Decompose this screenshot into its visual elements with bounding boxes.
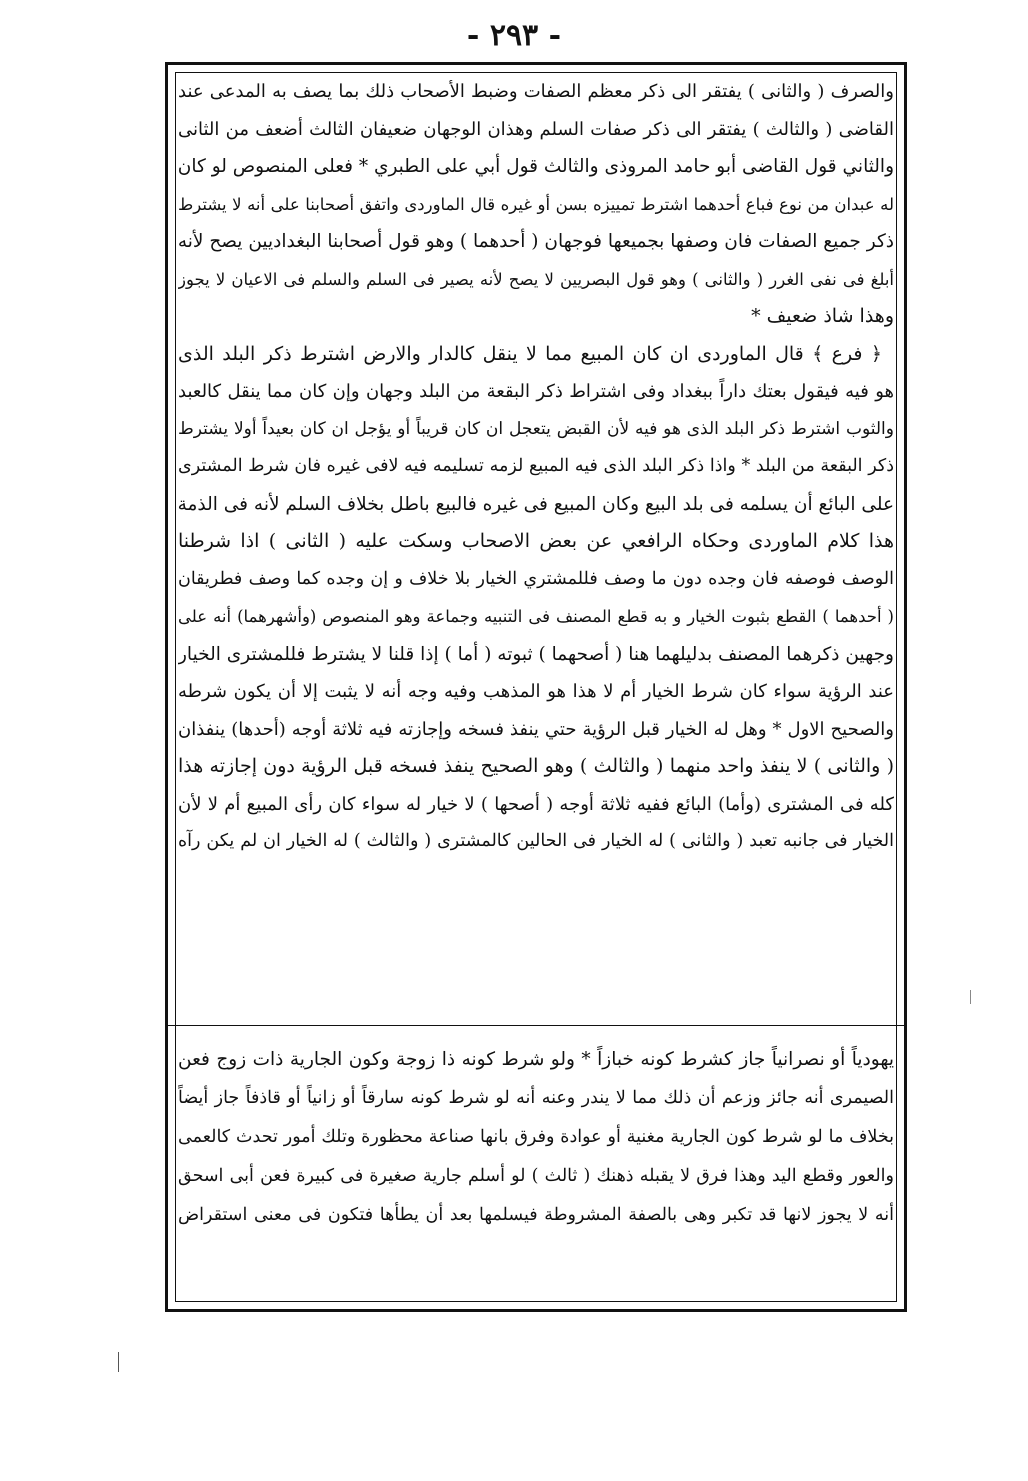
- main-text-line: القاضى ( والثالث ) يفتقر الى ذكر صفات السلم وهذان الوجهان ضعيفان الثالث أضعف من الثانى: [178, 118, 894, 140]
- main-text-line: على البائع أن يسلمه فى بلد البيع وكان المبيع فى غيره فالبيع باطل بخلاف السلم لأنه فى الذمة: [178, 493, 894, 515]
- main-text-line: كله فى المشترى (وأما) البائع ففيه ثلاثة أوجه ( أصحها ) لا خيار له سواء كان رأى المبيع أم لا لأن: [178, 793, 894, 815]
- main-text-line: والثاني قول القاضى أبو حامد المروذى والثالث قول أبي على الطبري * فعلى المنصوص لو كان: [178, 156, 894, 177]
- footnote-line: بخلاف ما لو شرط كون الجارية مغنية أو عوادة وفرق بانها صناعة محظورة وتلك أمور تحدث كالعمى: [178, 1127, 894, 1147]
- main-text-line: وجهين ذكرهما المصنف بدليلهما هنا ( أصحهما ) ثبوته ( أما ) إذا قلنا لا يشترط فللمشترى الخيار: [178, 643, 894, 665]
- main-text-line: عند الرؤية سواء كان شرط الخيار أم لا هذا هو المذهب وفيه وجه أنه لا يثبت إلا أن يكون شرطه: [178, 681, 894, 702]
- main-text-block: [178, 73, 894, 1023]
- main-text-line: ذكر البقعة من البلد * واذا ذكر البلد الذى فيه المبيع لزمه تسليمه فيه لافى غيره فان شرط المشترى: [178, 456, 894, 476]
- footnotes-block: [178, 1040, 894, 1290]
- footnote-divider: [168, 1025, 904, 1026]
- scan-artifact-mark: [118, 1352, 119, 1372]
- page-number: - ٢٩٣ -: [466, 18, 562, 53]
- footnote-line: والعور وقطع اليد وهذا فرق لا يقبله ذهنك ( ثالث ) لو أسلم جارية صغيرة فى كبيرة فعن أبى اسحق: [178, 1166, 894, 1186]
- main-text-line: هذا كلام الماوردى وحكاه الرافعي عن بعض الاصحاب وسكت عليه ( الثانى ) اذا شرطنا: [178, 530, 894, 552]
- main-text-line: الوصف فوصفه فان وجده دون ما وصف فللمشتري الخيار بلا خلاف و إن وجده كما وصف فطريقان: [178, 568, 894, 589]
- main-text-line: الخيار فى جانبه تعبد ( والثانى ) له الخيار فى الحالين كالمشترى ( والثالث ) له الخيار ان لم يكن رآه: [178, 831, 894, 851]
- main-text-line: هو فيه فيقول بعتك داراً ببغداد وفى اشتراط ذكر البقعة من البلد وجهان وإن كان مما ينقل كالعبد: [178, 381, 894, 402]
- footnote-line: أنه لا يجوز لانها قد تكبر وهى بالصفة المشروطة فيسلمها بعد أن يطأها فتكون فى معنى استقراض: [178, 1205, 894, 1225]
- main-text-line: ذكر جميع الصفات فان وصفها بجميعها فوجهان ( أحدهما ) وهو قول أصحابنا البغداديين يصح لأنه: [178, 231, 894, 252]
- main-text-line: وهذا شاذ ضعيف *: [751, 305, 894, 327]
- main-text-line: ( أحدهما ) القطع بثبوت الخيار و به قطع المصنف فى التنبيه وجماعة وهو المنصوص (وأشهرهما) أنه على: [178, 607, 894, 626]
- scan-artifact-mark: [970, 990, 971, 1004]
- main-text-line: ﴿ فرع ﴾ قال الماوردى ان كان المبيع مما لا ينقل كالدار والارض اشترط ذكر البلد الذى: [178, 342, 882, 365]
- main-text-line: ( والثانى ) لا ينفذ واحد منهما ( والثالث ) وهو الصحيح ينفذ فسخه قبل الرؤية دون إجازته هذا: [178, 755, 894, 777]
- page-frame: [165, 62, 907, 1312]
- footnote-line: الصيمرى أنه جائز وزعم أن ذلك مما لا يندر وعنه أنه لو شرط كونه سارقاً أو زانياً أو قاذفاً جاز أيضاً: [178, 1088, 894, 1108]
- main-text-line: والثوب اشترط ذكر البلد الذى هو فيه لأن القبض يتعجل ان كان قريباً أو يؤجل ان كان بعيداً أولا يشترط: [178, 418, 894, 439]
- main-text-line: والصحيح الاول * وهل له الخيار قبل الرؤية حتي ينفذ فسخه وإجازته فيه ثلاثة أوجه (أحدها) ينفذان: [178, 718, 894, 740]
- main-text-line: أبلغ فى نفى الغرر ( والثانى ) وهو قول البصريين لا يصح لأنه يصير فى السلم والسلم فى الاعيان لا يجوز: [178, 269, 894, 289]
- footnote-line: يهودياً أو نصرانياً جاز كشرط كونه خبازاً * ولو شرط كونه ذا زوجة وكون الجارية ذات زوج فعن: [178, 1049, 894, 1070]
- main-text-line: له عبدان من نوع فباع أحدهما اشترط تمييزه بسن أو غيره قال الماوردى واتفق أصحابنا على أنه لا يشترط: [178, 194, 894, 214]
- main-text-line: والصرف ( والثانى ) يفتقر الى ذكر معظم الصفات وضبط الأصحاب ذلك بما يصف به المدعى عند: [178, 81, 894, 102]
